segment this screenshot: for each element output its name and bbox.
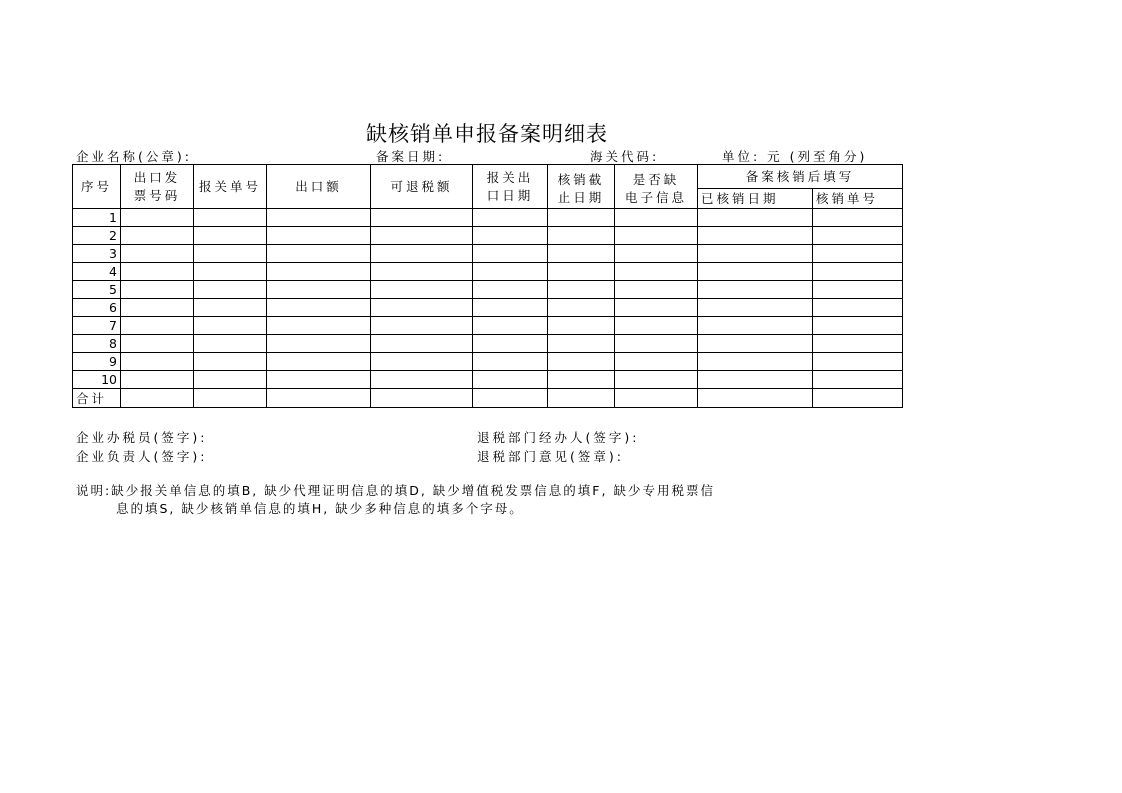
header-refundable-tax: 可退税额	[371, 165, 473, 209]
header-missing-e-info-line1: 是否缺	[632, 171, 680, 187]
header-export-date	[473, 165, 548, 209]
unit-label: 单位: 元 (列至角分)	[722, 149, 868, 164]
customs-code-label: 海关代码:	[590, 149, 660, 164]
header-seq: 序号	[73, 165, 121, 209]
dept-handler-signature: 退税部门经办人(签字):	[477, 430, 640, 445]
header-invoice-no-line2: 票号码	[133, 187, 181, 203]
dept-opinion-signature: 退税部门意见(签章):	[477, 449, 624, 464]
row-number: 10	[73, 371, 121, 389]
record-date-label: 备案日期:	[376, 149, 446, 164]
header-declaration-no: 报关单号	[194, 165, 267, 209]
header-deadline-line1: 核销截	[557, 171, 605, 187]
tax-officer-signature: 企业办税员(签字):	[76, 430, 208, 445]
detail-table	[72, 164, 903, 408]
header-export-date-line1: 报关出	[486, 169, 534, 185]
row-number: 6	[73, 299, 121, 317]
header-missing-e-info-line2: 电子信息	[624, 189, 687, 205]
header-invoice-no	[121, 165, 194, 209]
header-export-date-line2: 口日期	[486, 187, 534, 203]
row-number: 5	[73, 281, 121, 299]
total-label: 合计	[73, 389, 121, 408]
company-head-signature: 企业负责人(签字):	[76, 449, 208, 464]
header-group: 备案核销后填写	[698, 165, 903, 189]
header-verified-date: 已核销日期	[698, 189, 813, 209]
header-deadline-line2: 止日期	[557, 189, 605, 205]
row-number: 2	[73, 227, 121, 245]
header-deadline	[548, 165, 615, 209]
note-line-1: 说明:缺少报关单信息的填B, 缺少代理证明信息的填D, 缺少增值税发票信息的填F, 缺少专用税票信	[76, 483, 715, 498]
row-number: 3	[73, 245, 121, 263]
explanation-note	[76, 482, 715, 518]
row-number: 1	[73, 209, 121, 227]
header-verification-no: 核销单号	[813, 189, 903, 209]
row-number: 7	[73, 317, 121, 335]
row-number: 4	[73, 263, 121, 281]
row-number: 9	[73, 353, 121, 371]
header-invoice-no-line1: 出口发	[133, 169, 181, 185]
note-line-2: 息的填S, 缺少核销单信息的填H, 缺少多种信息的填多个字母。	[116, 501, 524, 516]
header-missing-e-info	[615, 165, 698, 209]
row-number: 8	[73, 335, 121, 353]
page-title: 缺核销单申报备案明细表	[366, 122, 608, 146]
header-export-amount: 出口额	[267, 165, 371, 209]
company-name-label: 企业名称(公章):	[76, 149, 192, 164]
